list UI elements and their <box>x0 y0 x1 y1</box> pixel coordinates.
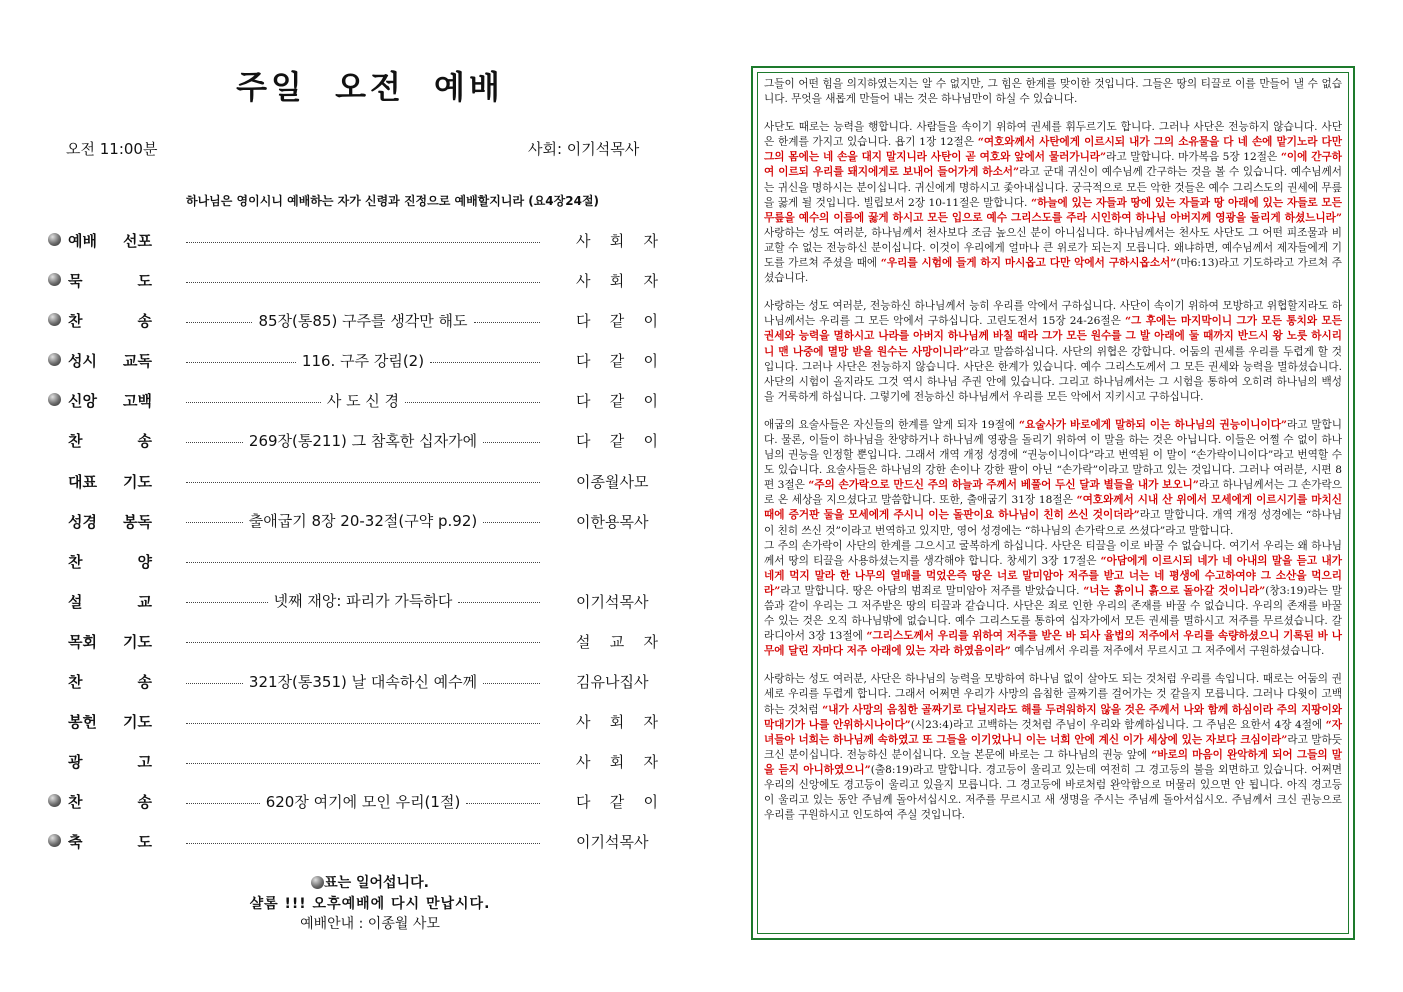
sermon-paragraph <box>764 77 1342 107</box>
order-row <box>0 621 720 661</box>
sermon-text-run: 라고 말합니다. 땅은 아담의 범죄로 말미암아 저주를 받았습니다. <box>780 584 1084 597</box>
scripture-quote: “내가 사망의 음침한 골짜기로 다닐지라도 해를 두려워하지 않을 것은 주께서 나와 함께 하심이라 주의 지팡이와 막대기가 나를 안위하시나이다” <box>764 703 1343 731</box>
order-item-content: 사 도 신 경 <box>326 391 400 410</box>
sermon-paragraph <box>764 418 1342 660</box>
service-time: 오전 11:00분 <box>66 140 158 158</box>
scripture-quote: “여호와께서 시내 산 위에서 모세에게 이르시기를 마치신 때에 증거판 둘을 모세에게 주시니 이는 돌판이요 하나님이 친히 쓰신 것이더라” <box>764 494 1342 522</box>
service-leader: 사회: 이기석목사 <box>528 140 640 158</box>
order-item-name: 목회 기도 <box>68 632 152 651</box>
order-item-leader-line <box>186 591 540 611</box>
order-item-name: 찬 송 <box>68 432 152 451</box>
standing-bullet-icon <box>48 313 61 326</box>
sermon-text-run: 라고 말합니다. 개역 개정 성경에는 “하나님이 친히 쓰신 것”이라고 번역하고 있지만, 영어 성경에는 “하나님의 손가락으로 쓰셨다”라고 말합니다. 그 주의 손가락이 사단의 한계를 그으시고 굴복하게 하십니다. 사단은 티끌을 이로 바꿀 수 없습니다. 여기서 우리는 왜 하나님께서 땅의 티끌을 사용하셨는지를 생각해야 합니다. 창세기 3장 17절은 <box>764 509 1342 567</box>
order-row <box>0 701 720 741</box>
order-item-leader-line <box>186 551 540 571</box>
stand-note-text: 표는 일어섭니다. <box>324 875 429 891</box>
sermon-text <box>757 72 1349 934</box>
order-row <box>0 461 720 501</box>
scripture-quote: “우리를 시험에 들게 하지 마시옵고 다만 악에서 구하시옵소서” <box>880 257 1177 270</box>
sermon-text-run: 애굽의 요술사들은 자신들의 한계를 알게 되자 19절에 <box>764 418 1019 431</box>
order-item-leader-line <box>186 631 540 651</box>
order-item-name: 예배 선포 <box>68 232 152 250</box>
order-item-person: 사 회 자 <box>576 272 658 291</box>
order-row <box>0 541 720 581</box>
order-item-name: 광 고 <box>68 753 152 772</box>
scripture-quote: “그리스도께서 우리를 위하여 저주를 받은 바 되사 율법의 저주에서 우리를 속량하셨으니 기록된 바 나무에 달린 자마다 저주 아래에 있는 자라 하였음이라” <box>764 630 1342 658</box>
scripture-quote: “하늘에 있는 자들과 땅에 있는 자들과 땅 아래에 있는 자들로 모든 무릎을 예수의 이름에 꿇게 하시고 모든 입으로 예수 그리스도를 주라 시인하여 하나님 아버지께 영광을 돌리게 하셨느니라” <box>764 196 1343 224</box>
order-row <box>0 420 720 460</box>
sermon-text-run: 라고 군대 귀신이 예수님께 간구하는 것을 볼 수 있습니다. 예수님께서는 귀신을 명하시는 분이십니다. 귀신에게 명하시고 좇아내십니다. 궁극적으로 모든 악한 것들은 예수 그리스도의 권세에 무릎을 꿇게 될 것입니다. 빌립보서 2장 10-11절은 말합니다. <box>764 166 1343 209</box>
standing-bullet-icon <box>48 834 61 847</box>
scripture-quote: “바로의 마음이 완악하게 되어 그들의 말을 듣지 아니하였으니” <box>764 748 1342 776</box>
order-item-person: 김유나집사 <box>576 673 649 692</box>
page-title: 주일 오전 예배 <box>236 68 504 106</box>
sermon-paragraph <box>764 299 1342 405</box>
scripture-quote: “그 후에는 마지막이니 그가 모든 통치와 모든 권세와 능력을 멸하시고 나라를 아버지 하나님께 바칠 때라 그가 모든 원수를 그 발 아래에 둘 때까지 반드시 왕 노릇 하시리니 맨 나중에 멸망 받을 원수는 사망이니라” <box>764 315 1342 358</box>
scripture-quote: “요술사가 바로에게 말하되 이는 하나님의 권능이니이다” <box>1018 418 1288 431</box>
order-item-name: 설 교 <box>68 592 152 611</box>
sermon-paragraph <box>764 672 1342 823</box>
order-row <box>0 501 720 541</box>
order-item-person: 다 같 이 <box>576 432 658 451</box>
sermon-text-run: 그들이 어떤 힘을 의지하였는지는 알 수 없지만, 그 힘은 한계를 맞이한 것입니다. 그들은 땅의 티끌로 이를 만들어 낼 수 없습니다. 무엇을 새롭게 만들어 내는 것은 하나님만이 하실 수 있습니다. <box>764 78 1342 106</box>
sermon-text-run: 라고 하나님께서는 그 손가락으로 온 세상을 지으셨다고 말씀합니다. 또한, 출애굽기 31장 18절은 <box>764 479 1342 507</box>
order-item-name: 봉헌 기도 <box>68 713 152 732</box>
order-item-content: 출애굽기 8장 20-32절(구약 p.92) <box>248 512 478 531</box>
sermon-text-run: 라고 말씀하십니다. 사단의 위협은 강합니다. 어둠의 권세를 우리를 두렵게 할 것입니다. 그러나 사단은 전능하지 않습니다. 사단은 한계가 있습니다. 예수 그리스도께서 그 모든 권세와 능력을 멸하셨습니다. 사단의 시험이 올지라도 그것 역시 하나님 주권 안에 있습니다. 그리고 하나님께서는 그 시험을 통하여 오히려 하나님의 백성을 거룩하게 하십니다. 그렇기에 전능하신 하나님께서 우리를 모든 악에서 지키시고 구하십니다. <box>764 345 1342 403</box>
sermon-text-run: 라고 말합니다. 마가복음 5장 12절은 <box>1106 151 1281 164</box>
order-row <box>0 821 720 861</box>
order-item-leader-line <box>186 310 540 330</box>
order-item-leader-line <box>186 791 540 811</box>
sermon-text-run: (시23:4)라고 고백하는 것처럼 주님이 우리와 함께하십니다. 그 주님은 요한서 4장 4절에 <box>910 718 1326 731</box>
order-item-name: 성시 교독 <box>68 352 152 371</box>
order-item-leader-line <box>186 831 540 851</box>
order-row <box>0 661 720 701</box>
order-item-leader-line <box>186 230 540 250</box>
order-item-name: 신앙 고백 <box>68 392 152 411</box>
sermon-paragraph <box>764 120 1342 286</box>
order-item-leader-line <box>186 350 540 370</box>
order-item-name: 찬 양 <box>68 552 152 571</box>
order-item-name: 찬 송 <box>68 793 152 812</box>
order-row <box>0 260 720 300</box>
scripture-quote: “자녀들아 너희는 하나님께 속하였고 또 그들을 이기었나니 이는 너희 안에 계신 이가 세상에 있는 자보다 크심이라” <box>764 718 1342 746</box>
order-item-person: 사 회 자 <box>576 713 658 732</box>
order-item-person: 사 회 자 <box>576 753 658 772</box>
order-row <box>0 340 720 380</box>
order-item-person: 다 같 이 <box>576 312 658 331</box>
standing-bullet-icon <box>48 273 61 286</box>
sermon-text-run: 예수님께서 우리를 저주에서 무르시고 그 저주에서 구원하셨습니다. <box>1010 645 1325 658</box>
order-item-name: 대표 기도 <box>68 472 152 491</box>
order-item-leader-line <box>186 671 540 691</box>
stand-note <box>0 872 740 892</box>
order-item-person: 다 같 이 <box>576 392 658 411</box>
order-of-worship <box>0 220 720 862</box>
order-item-leader-line <box>186 390 540 410</box>
order-row <box>0 380 720 420</box>
order-item-person: 이기석목사 <box>576 833 649 852</box>
order-item-name: 축 도 <box>68 833 152 852</box>
order-item-leader-line <box>186 270 540 290</box>
order-item-name: 묵 도 <box>68 272 152 291</box>
sermon-text-run: (출8:19)라고 말합니다. 경고등이 울리고 있는데 여전히 그 경고등의 불을 외면하고 있습니다. 어쩌면 우리의 신앙에도 경고등이 울리고 있을지 모릅니다. 그 경고등에 바로처럼 완악함으로 머물러 있으면 안 됩니다. 아직 경고등이 울리고 있는 동안 주님께 돌아서십시오. 저주를 무르시고 새 생명을 주시는 주님께 돌아서십시오. 주님께서 크신 권능으로 우리를 구원하시고 인도하여 주실 것입니다. <box>764 763 1342 822</box>
order-item-name: 성경 봉독 <box>68 512 152 531</box>
scripture-quote: “이에 간구하여 이르되 우리를 돼지에게로 보내어 들어가게 하소서” <box>764 151 1343 179</box>
order-item-person: 설 교 자 <box>576 632 658 651</box>
order-item-leader-line <box>186 751 540 771</box>
sermon-text-run: 사단도 때로는 능력을 행합니다. 사람들을 속이기 위하여 권세를 휘두르기도 합니다. 그러나 사단은 전능하지 않습니다. 사단은 한계를 가지고 있습니다. 욥기 1장 12절은 <box>764 121 1342 149</box>
order-item-name: 찬 송 <box>68 312 152 331</box>
sermon-text-run: (마6:13)라고 기도하라고 가르쳐 주셨습니다. <box>764 257 1342 285</box>
standing-bullet-icon <box>311 876 324 889</box>
standing-bullet-icon <box>48 393 61 406</box>
scripture-quote: “아담에게 이르시되 네가 네 아내의 말을 듣고 내가 네게 먹지 말라 한 나무의 열매를 먹었은즉 땅은 너로 말미암아 저주를 받고 너는 네 평생에 수고하여야 그 소산을 먹으리라” <box>764 554 1342 597</box>
scripture-quote: “주의 손가락으로 만드신 주의 하늘과 주께서 베풀어 두신 달과 별들을 내가 보오니” <box>808 479 1199 492</box>
order-row <box>0 741 720 781</box>
order-item-person: 사 회 자 <box>576 232 658 250</box>
order-item-content: 620장 여기에 모인 우리(1절) <box>265 792 461 811</box>
order-item-leader-line <box>186 430 540 450</box>
order-item-person: 이한용목사 <box>576 512 649 531</box>
sermon-box <box>751 66 1355 940</box>
sermon-text-run: 라고 말합니다. 물론, 이들이 하나님을 찬양하거나 하나님께 영광을 돌리기 위하여 이 말을 하는 것은 아닙니다. 이들은 어쩔 수 없이 하나님의 권능을 인정할 뿐입니다. 그래서 개역 개정 성경에 “권능이니이다”라고 번역된 이 말이 “손가락이니이다”라고 번역할 수도 있습니다. 요술사들은 하나님의 강한 손이나 강한 팔이 아닌 “손가락”이라고 말하고 있는 것입니다. 그러나 여러분, 시편 8편 3절은 <box>764 418 1342 492</box>
order-row <box>0 581 720 621</box>
order-item-person: 다 같 이 <box>576 793 658 812</box>
sermon-text-run: 라고 말하듯 크신 분이십니다. 전능하신 분이십니다. 오늘 본문에 바로는 그 하나님의 권능 앞에 <box>764 733 1342 761</box>
theme-verse: 하나님은 영이시니 예배하는 자가 신령과 진정으로 예배할지니라 (요4장24절) <box>186 194 600 208</box>
scripture-quote: “너는 흙이니 흙으로 돌아갈 것이니라” <box>1083 584 1266 597</box>
order-item-person: 다 같 이 <box>576 352 658 371</box>
sermon-text-run: 사랑하는 성도 여러분, 하나님께서 천사보다 조금 높으신 분이 아니십니다. 하나님께서는 천사도 사단도 그 어떤 피조물과 비교할 수 없는 전능하신 분이십니다. 이것이 우리에게 얼마나 큰 위로가 되는지 모릅니다. 왜냐하면, 예수님께서 제자들에게 기도를 가르쳐 주셨을 때에 <box>764 226 1342 270</box>
order-item-content: 85장(통85) 구주를 생각만 해도 <box>258 311 468 330</box>
order-item-leader-line <box>186 511 540 531</box>
order-item-content: 269장(통211) 그 참혹한 십자가에 <box>248 431 478 450</box>
order-row <box>0 300 720 340</box>
order-item-content: 116. 구주 강림(2) <box>301 351 425 370</box>
order-item-person: 이종월사모 <box>576 472 649 491</box>
order-item-leader-line <box>186 471 540 491</box>
sermon-text-run: 사랑하는 성도 여러분, 사단은 하나님의 능력을 모방하여 하나님 없이 살아도 되는 것처럼 우리를 속입니다. 때로는 어둠의 권세로 우리를 두렵게 합니다. 그래서 어쩌면 우리가 사망의 음침한 골짜기를 걸어가는 것 같을지 모릅니다. 그러나 다윗이 고백하는 것처럼 <box>764 673 1342 716</box>
usher-info: 예배안내 : 이종월 사모 <box>300 916 440 932</box>
sermon-text-run: 사랑하는 성도 여러분, 전능하신 하나님께서 능히 우리를 악에서 구하십니다. 사단이 속이기 위하여 모방하고 위협할지라도 하나님께서는 우리를 그 모든 악에서 구하십니다. 고린도전서 15장 24-26절은 <box>764 300 1342 328</box>
scripture-quote: “여호와께서 사탄에게 이르시되 내가 그의 소유물을 다 네 손에 맡기노라 다만 그의 몸에는 네 손을 대지 말지니라 사탄이 곧 여호와 앞에서 물러가니라” <box>764 136 1342 164</box>
order-item-leader-line <box>186 711 540 731</box>
sermon-text-run: (창3:19)라는 말씀과 같이 우리는 그 저주받은 땅의 티끌과 같습니다. 사단은 죄로 인한 우리의 존재를 바꿀 수 없습니다. 우리의 존재를 바꿀 수 있는 것은 오직 하나님밖에 없습니다. 예수 그리스도를 통하여 십자가에서 모든 권세를 멸하시고 저주를 무르셨습니다. 갈라디아서 3장 13절에 <box>764 584 1342 643</box>
order-item-content: 321장(통351) 날 대속하신 예수께 <box>248 672 478 691</box>
farewell: 샬롬 !!! 오후예배에 다시 만납시다. <box>249 896 491 912</box>
order-item-content: 넷째 재앙: 파리가 가득하다 <box>273 592 453 611</box>
order-item-name: 찬 송 <box>68 673 152 692</box>
order-row <box>0 781 720 821</box>
standing-bullet-icon <box>48 233 61 246</box>
order-item-person: 이기석목사 <box>576 592 649 611</box>
order-row <box>0 220 720 260</box>
standing-bullet-icon <box>48 794 61 807</box>
standing-bullet-icon <box>48 353 61 366</box>
